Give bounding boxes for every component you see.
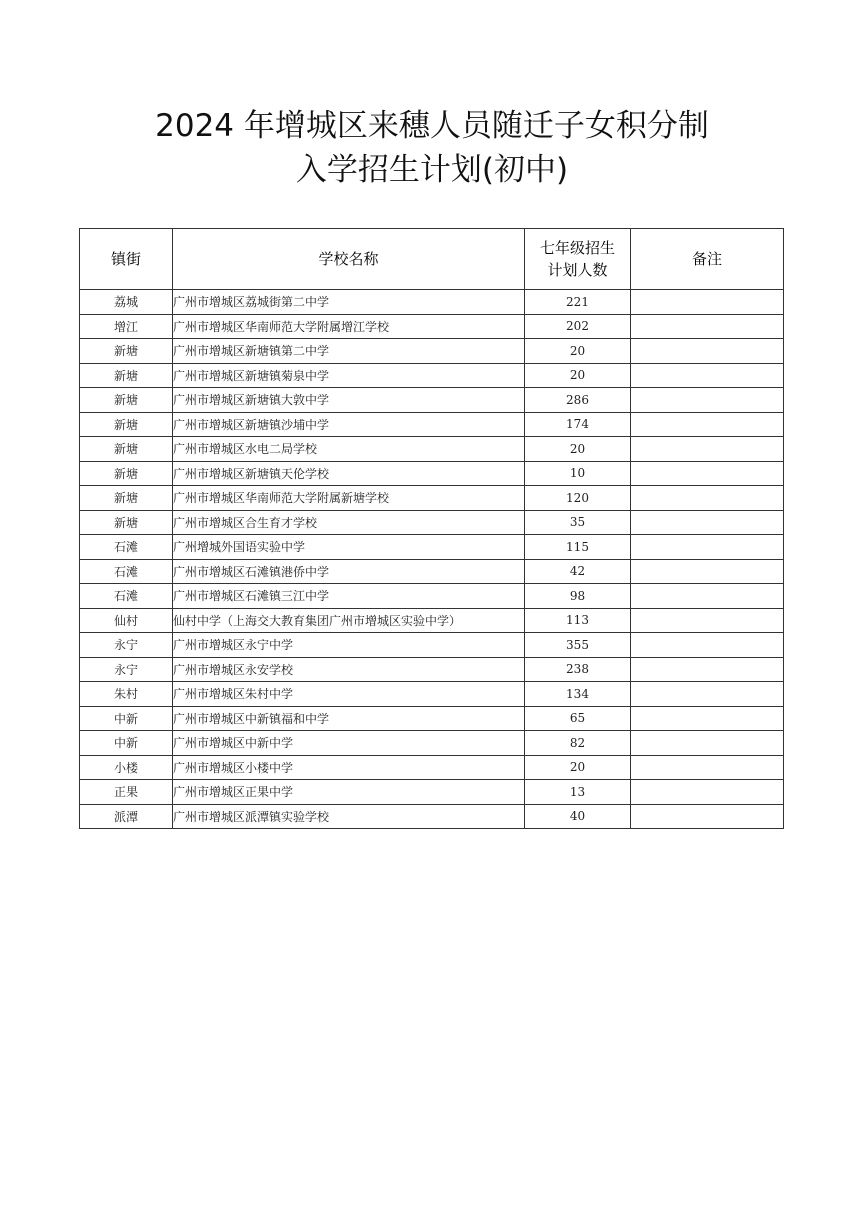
cell-note: [631, 731, 784, 756]
table-row: [80, 804, 784, 829]
cell-town: 新塘: [80, 363, 173, 388]
cell-school-name: 广州市增城区水电二局学校: [173, 437, 525, 462]
cell-note: [631, 314, 784, 339]
table-row: [80, 633, 784, 658]
cell-note: [631, 363, 784, 388]
table-row: [80, 657, 784, 682]
table-row: [80, 486, 784, 511]
cell-school-name: 广州市增城区派潭镇实验学校: [173, 804, 525, 829]
cell-school-name: 广州市增城区中新镇福和中学: [173, 706, 525, 731]
cell-town: 新塘: [80, 388, 173, 413]
cell-note: [631, 608, 784, 633]
cell-enrollment-count: 35: [525, 510, 631, 535]
cell-school-name: 广州市增城区荔城街第二中学: [173, 290, 525, 315]
cell-note: [631, 510, 784, 535]
table-row: [80, 363, 784, 388]
cell-town: 新塘: [80, 510, 173, 535]
cell-enrollment-count: 20: [525, 363, 631, 388]
cell-school-name: 广州市增城区朱村中学: [173, 682, 525, 707]
document-title-line1: 2024 年增城区来穗人员随迁子女积分制: [155, 108, 709, 144]
cell-school-name: 广州市增城区华南师范大学附属增江学校: [173, 314, 525, 339]
table-header-row: [80, 229, 784, 290]
header-count-line2: 计划人数: [547, 261, 608, 279]
table-row: [80, 290, 784, 315]
cell-enrollment-count: 40: [525, 804, 631, 829]
cell-town: 新塘: [80, 437, 173, 462]
cell-note: [631, 706, 784, 731]
cell-enrollment-count: 98: [525, 584, 631, 609]
table-row: [80, 510, 784, 535]
cell-town: 仙村: [80, 608, 173, 633]
cell-school-name: 广州市增城区华南师范大学附属新塘学校: [173, 486, 525, 511]
cell-enrollment-count: 286: [525, 388, 631, 413]
cell-note: [631, 584, 784, 609]
cell-school-name: 广州市增城区新塘镇沙埔中学: [173, 412, 525, 437]
enrollment-plan-table: [79, 228, 784, 829]
cell-enrollment-count: 10: [525, 461, 631, 486]
table-row: [80, 559, 784, 584]
cell-note: [631, 535, 784, 560]
cell-school-name: 广州增城外国语实验中学: [173, 535, 525, 560]
table-row: [80, 339, 784, 364]
cell-school-name: 广州市增城区正果中学: [173, 780, 525, 805]
header-note: 备注: [631, 229, 784, 290]
table-row: [80, 584, 784, 609]
cell-town: 石滩: [80, 559, 173, 584]
cell-note: [631, 437, 784, 462]
cell-town: 小楼: [80, 755, 173, 780]
table-row: [80, 461, 784, 486]
cell-note: [631, 633, 784, 658]
cell-enrollment-count: 202: [525, 314, 631, 339]
cell-enrollment-count: 20: [525, 755, 631, 780]
header-enrollment-count: [525, 229, 631, 290]
cell-school-name: 广州市增城区新塘镇大敦中学: [173, 388, 525, 413]
cell-note: [631, 290, 784, 315]
cell-enrollment-count: 65: [525, 706, 631, 731]
cell-town: 永宁: [80, 633, 173, 658]
table-row: [80, 706, 784, 731]
header-count-line1: 七年级招生: [539, 239, 615, 257]
cell-note: [631, 559, 784, 584]
cell-school-name: 仙村中学（上海交大教育集团广州市增城区实验中学）: [173, 608, 525, 633]
cell-enrollment-count: 13: [525, 780, 631, 805]
cell-town: 新塘: [80, 486, 173, 511]
cell-school-name: 广州市增城区新塘镇第二中学: [173, 339, 525, 364]
cell-town: 新塘: [80, 412, 173, 437]
cell-town: 石滩: [80, 584, 173, 609]
cell-town: 正果: [80, 780, 173, 805]
document-title-line2: 入学招生计划(初中): [295, 152, 569, 188]
cell-school-name: 广州市增城区新塘镇天伦学校: [173, 461, 525, 486]
cell-town: 增江: [80, 314, 173, 339]
cell-enrollment-count: 82: [525, 731, 631, 756]
cell-enrollment-count: 115: [525, 535, 631, 560]
cell-enrollment-count: 134: [525, 682, 631, 707]
table-row: [80, 731, 784, 756]
cell-note: [631, 804, 784, 829]
cell-school-name: 广州市增城区石滩镇三江中学: [173, 584, 525, 609]
cell-enrollment-count: 355: [525, 633, 631, 658]
cell-school-name: 广州市增城区永安学校: [173, 657, 525, 682]
table-row: [80, 780, 784, 805]
header-town: 镇街: [80, 229, 173, 290]
cell-note: [631, 780, 784, 805]
table-row: [80, 314, 784, 339]
cell-note: [631, 461, 784, 486]
cell-town: 新塘: [80, 461, 173, 486]
table-row: [80, 388, 784, 413]
cell-town: 朱村: [80, 682, 173, 707]
table-row: [80, 535, 784, 560]
table-row: [80, 412, 784, 437]
cell-note: [631, 682, 784, 707]
cell-enrollment-count: 120: [525, 486, 631, 511]
cell-school-name: 广州市增城区中新中学: [173, 731, 525, 756]
cell-enrollment-count: 174: [525, 412, 631, 437]
cell-enrollment-count: 20: [525, 339, 631, 364]
table-row: [80, 608, 784, 633]
cell-school-name: 广州市增城区石滩镇港侨中学: [173, 559, 525, 584]
cell-school-name: 广州市增城区合生育才学校: [173, 510, 525, 535]
table-row: [80, 682, 784, 707]
cell-school-name: 广州市增城区新塘镇菊泉中学: [173, 363, 525, 388]
cell-town: 新塘: [80, 339, 173, 364]
cell-town: 荔城: [80, 290, 173, 315]
header-school-name: 学校名称: [173, 229, 525, 290]
cell-note: [631, 486, 784, 511]
cell-enrollment-count: 42: [525, 559, 631, 584]
cell-enrollment-count: 221: [525, 290, 631, 315]
cell-enrollment-count: 20: [525, 437, 631, 462]
cell-enrollment-count: 113: [525, 608, 631, 633]
cell-enrollment-count: 238: [525, 657, 631, 682]
cell-town: 永宁: [80, 657, 173, 682]
cell-note: [631, 657, 784, 682]
cell-note: [631, 388, 784, 413]
cell-note: [631, 412, 784, 437]
cell-town: 派潭: [80, 804, 173, 829]
cell-town: 中新: [80, 706, 173, 731]
cell-school-name: 广州市增城区小楼中学: [173, 755, 525, 780]
table-row: [80, 755, 784, 780]
cell-note: [631, 339, 784, 364]
table-row: [80, 437, 784, 462]
cell-town: 石滩: [80, 535, 173, 560]
cell-town: 中新: [80, 731, 173, 756]
cell-school-name: 广州市增城区永宁中学: [173, 633, 525, 658]
cell-note: [631, 755, 784, 780]
